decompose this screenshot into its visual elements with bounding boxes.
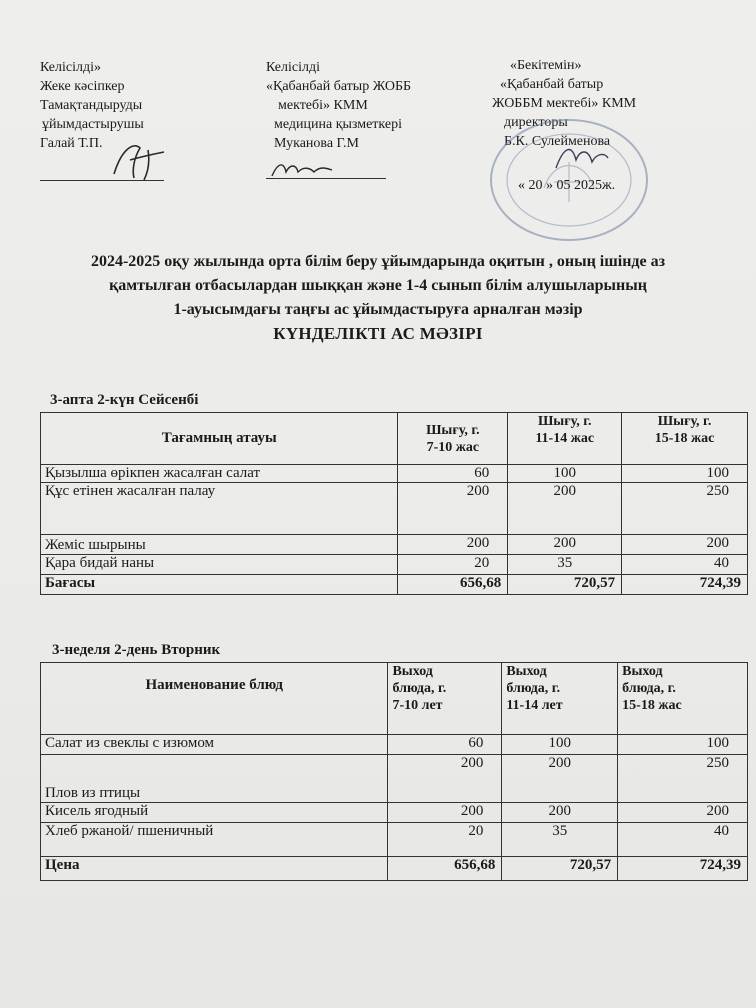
kz-header-age1	[398, 413, 508, 465]
approval-left-line: Келісілді»	[40, 60, 101, 75]
approval-left-line: Жеке кәсіпкер	[40, 79, 125, 94]
approval-left-line: ұйымдастырушы	[42, 117, 144, 132]
kz-value: 35	[508, 555, 622, 575]
ru-dish-name: Плов из птицы	[41, 755, 388, 803]
title-line-3: 1-ауысымдағы таңғы ас ұйымдастыруға арналған мәзір	[173, 301, 583, 318]
table-row-total	[41, 857, 748, 881]
approval-right-line: Б.К. Сулейменова	[504, 134, 611, 149]
ru-header-dish: Наименование блюд	[41, 663, 388, 735]
kz-header-age3-text: Шығу, г. 15-18 жас	[654, 414, 715, 446]
kz-header-dish: Тағамның атауы	[41, 413, 398, 465]
kz-dish-name: Құс етінен жасалған палау	[41, 483, 398, 535]
kz-value: 40	[622, 555, 748, 575]
kz-total-value: 724,39	[622, 575, 748, 595]
ru-value: 200	[502, 803, 618, 823]
ru-header-age1-text: Выход блюда, г. 7-10 лет	[392, 664, 447, 713]
kz-header-age1-text: Шығу, г. 7-10 жас	[426, 422, 480, 455]
signature-left	[104, 138, 174, 184]
kz-value: 100	[508, 465, 622, 483]
ru-value: 60	[388, 735, 502, 755]
title-line-2: қамтылған отбасылардан шыққан және 1-4 сынып білім алушыларының	[109, 277, 647, 294]
kz-value: 200	[398, 483, 508, 535]
kz-value: 250	[622, 483, 748, 535]
ru-dish-name: Салат из свеклы с изюмом	[41, 735, 388, 755]
ru-header-age3	[618, 663, 748, 735]
approval-right-line: «Қабанбай батыр	[500, 77, 604, 92]
kz-total-value: 720,57	[508, 575, 622, 595]
approval-right-line: директоры	[504, 115, 568, 130]
kz-header-age3	[622, 413, 748, 465]
kz-dish-name: Жеміс шырыны	[41, 535, 398, 555]
table-row	[41, 465, 748, 483]
ru-value: 35	[502, 823, 618, 857]
approval-block-middle	[266, 58, 411, 153]
approval-middle-line: мектебі» КММ	[278, 98, 368, 113]
ru-value: 40	[618, 823, 748, 857]
ru-header-age2	[502, 663, 618, 735]
kz-menu-table	[40, 412, 748, 595]
ru-value: 200	[502, 755, 618, 803]
title-line-4: КҮНДЕЛІКТІ АС МӘЗІРІ	[273, 324, 483, 343]
approval-middle-line: Муканова Г.М	[274, 136, 359, 151]
ru-value: 250	[618, 755, 748, 803]
kz-header-age2	[508, 413, 622, 465]
ru-header-age2-text: Выход блюда, г. 11-14 лет	[506, 664, 563, 713]
ru-header-age1	[388, 663, 502, 735]
table-row	[41, 755, 748, 803]
kz-total-value: 656,68	[398, 575, 508, 595]
signature-middle	[268, 156, 338, 182]
document-title	[20, 250, 736, 346]
ru-value: 100	[502, 735, 618, 755]
approval-left-line: Галай Т.П.	[40, 136, 103, 151]
approval-right-line: ЖОББМ мектебі» КММ	[492, 96, 637, 111]
ru-value: 200	[388, 803, 502, 823]
signature-right	[552, 140, 612, 176]
ru-dish-name: Хлеб ржаной/ пшеничный	[41, 823, 388, 857]
kz-value: 200	[398, 535, 508, 555]
kz-total-label: Бағасы	[41, 575, 398, 595]
kz-section-heading: 3-апта 2-күн Сейсенбі	[50, 392, 199, 408]
approval-date: « 20 » 05 2025ж.	[518, 178, 616, 193]
approval-middle-line: медицина қызметкері	[274, 117, 402, 132]
title-line-1: 2024-2025 оқу жылында орта білім беру ұйымдарында оқитын , оның ішінде аз	[90, 253, 666, 270]
kz-value: 100	[622, 465, 748, 483]
table-row	[41, 535, 748, 555]
ru-value: 200	[618, 803, 748, 823]
ru-value: 100	[618, 735, 748, 755]
kz-value: 60	[398, 465, 508, 483]
table-row	[41, 483, 748, 535]
ru-menu-table	[40, 662, 748, 881]
ru-total-value: 724,39	[618, 857, 748, 881]
ru-section-heading: 3-неделя 2-день Вторник	[52, 642, 221, 658]
table-row	[41, 823, 748, 857]
approval-left-line: Тамақтандыруды	[40, 98, 143, 113]
kz-value: 200	[508, 483, 622, 535]
table-row	[41, 735, 748, 755]
approval-middle-line: «Қабанбай батыр ЖОББ	[266, 79, 412, 94]
kz-dish-name: Қызылша өрікпен жасалған салат	[41, 465, 398, 483]
ru-total-value: 656,68	[388, 857, 502, 881]
table-row	[41, 803, 748, 823]
ru-header-age3-text: Выход блюда, г. 15-18 жас	[622, 664, 682, 713]
table-row-total	[41, 575, 748, 595]
kz-value: 200	[622, 535, 748, 555]
kz-header-age2-text: Шығу, г. 11-14 жас	[535, 414, 595, 446]
kz-value: 20	[398, 555, 508, 575]
ru-total-value: 720,57	[502, 857, 618, 881]
approval-right-line: «Бекітемін»	[510, 58, 582, 73]
approval-middle-line: Келісілді	[266, 60, 320, 75]
ru-value: 200	[388, 755, 502, 803]
kz-dish-name: Қара бидай наны	[41, 555, 398, 575]
ru-value: 20	[388, 823, 502, 857]
table-row	[41, 555, 748, 575]
kz-value: 200	[508, 535, 622, 555]
ru-total-label: Цена	[41, 857, 388, 881]
ru-dish-name: Кисель ягодный	[41, 803, 388, 823]
